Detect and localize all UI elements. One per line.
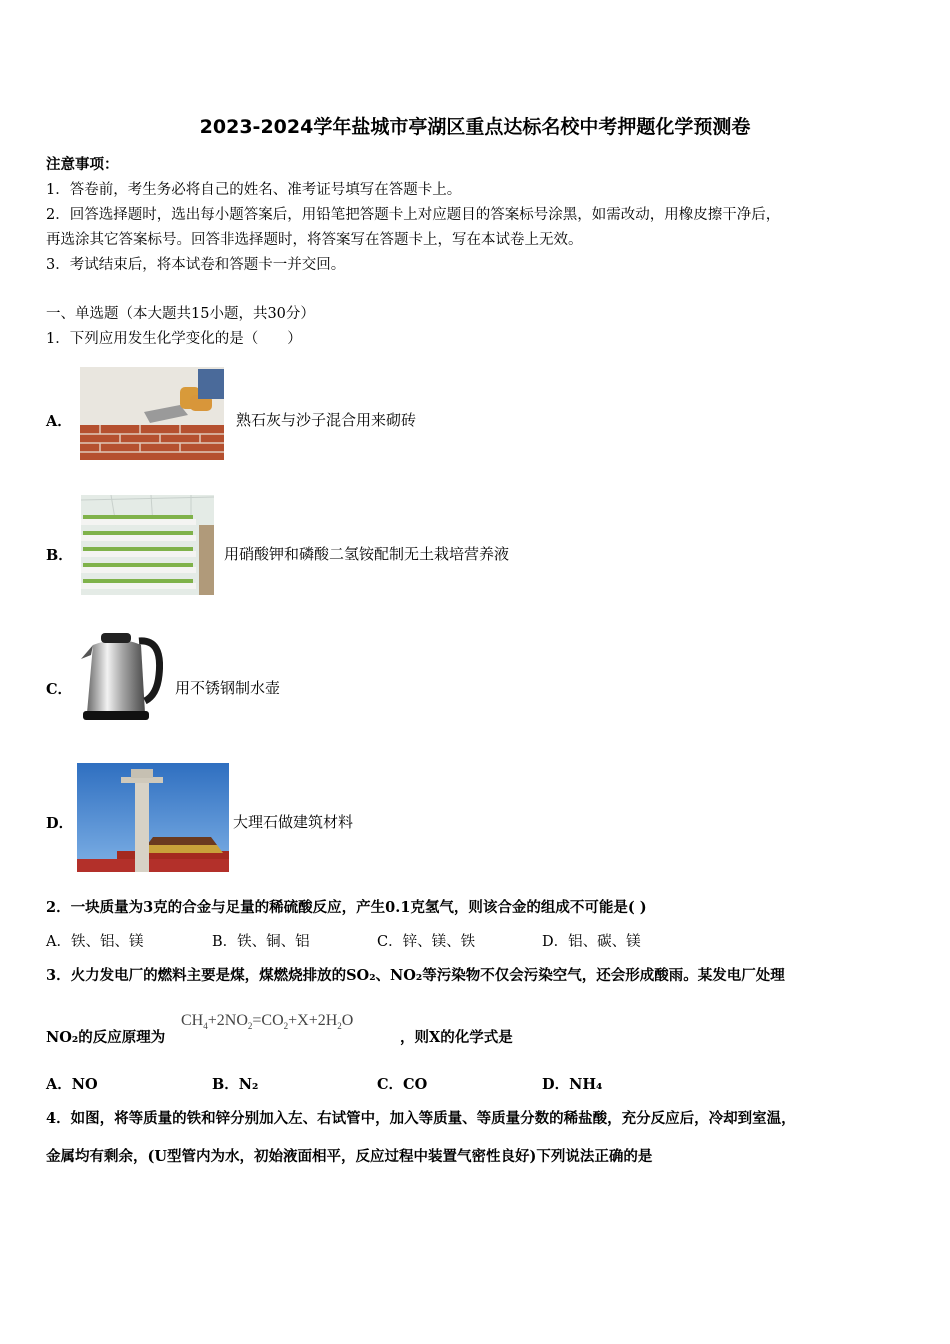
marble-column-image [77, 763, 229, 872]
kettle-image [79, 625, 163, 721]
option-a-letter: A． [46, 413, 72, 430]
question-2-stem: 2．一块质量为3克的合金与足量的稀硫酸反应，产生0.1克氢气，则该合金的组成不可能是( ) [46, 899, 647, 916]
option-b-letter: B． [46, 547, 73, 564]
question-2-choice-a: A．铁、铝、镁 [46, 934, 144, 950]
question-4-stem-cont: 金属均有剩余，(U型管内为水，初始液面相平，反应过程中装置气密性良好)下列说法正确的是 [46, 1148, 653, 1165]
question-2-choice-c: C．锌、镁、铁 [377, 934, 476, 950]
notes-heading: 注意事项： [46, 156, 119, 173]
hydroponics-image [81, 495, 214, 595]
note-item: 2．回答选择题时，选出每小题答案后，用铅笔把答题卡上对应题目的答案标号涂黑，如需改动，用橡皮擦干净后， [46, 207, 781, 223]
question-3-stem: 3．火力发电厂的燃料主要是煤，煤燃烧排放的SO₂、NO₂等污染物不仅会污染空气，还会形成酸雨。某发电厂处理 [46, 967, 785, 984]
question-3-choice-d: D．NH₄ [542, 1076, 603, 1093]
question-3-choice-b: B．N₂ [212, 1076, 259, 1093]
question-1-stem: 1．下列应用发生化学变化的是（ ） [46, 331, 302, 347]
option-c-letter: C． [46, 681, 73, 698]
option-a-text: 熟石灰与沙子混合用来砌砖 [236, 411, 417, 429]
question-4-stem: 4．如图，将等质量的铁和锌分别加入左、右试管中，加入等质量、等质量分数的稀盐酸，充分反应后，冷却到室温， [46, 1110, 796, 1127]
option-d-letter: D． [46, 815, 74, 832]
note-item: 再选涂其它答案标号。回答非选择题时，将答案写在答题卡上，写在本试卷上无效。 [46, 232, 583, 248]
note-item: 3．考试结束后，将本试卷和答题卡一并交回。 [46, 257, 346, 273]
page-title: 2023-2024学年盐城市亭湖区重点达标名校中考押题化学预测卷 [199, 116, 751, 138]
question-2-choice-d: D．铝、碳、镁 [542, 934, 641, 950]
bricklaying-image [80, 367, 224, 460]
question-3-stem-suffix: ，则X的化学式是 [400, 1029, 513, 1046]
reaction-equation: $CH_4+2NO_2=CO_2+X+2H_2O$ [181, 1012, 354, 1032]
question-3-choice-a: A．NO [46, 1076, 98, 1093]
question-3-stem-prefix: NO₂的反应原理为 [46, 1029, 166, 1046]
option-b-text: 用硝酸钾和磷酸二氢铵配制无土栽培营养液 [224, 545, 510, 563]
note-item: 1．答卷前，考生务必将自己的姓名、准考证号填写在答题卡上。 [46, 182, 462, 198]
question-2-choice-b: B．铁、铜、铝 [212, 934, 310, 950]
option-c-text: 用不锈钢制水壶 [175, 679, 281, 697]
section-heading: 一、单选题（本大题共15小题，共30分） [46, 306, 315, 322]
option-d-text: 大理石做建筑材料 [233, 813, 354, 831]
question-3-choice-c: C．CO [377, 1076, 428, 1093]
